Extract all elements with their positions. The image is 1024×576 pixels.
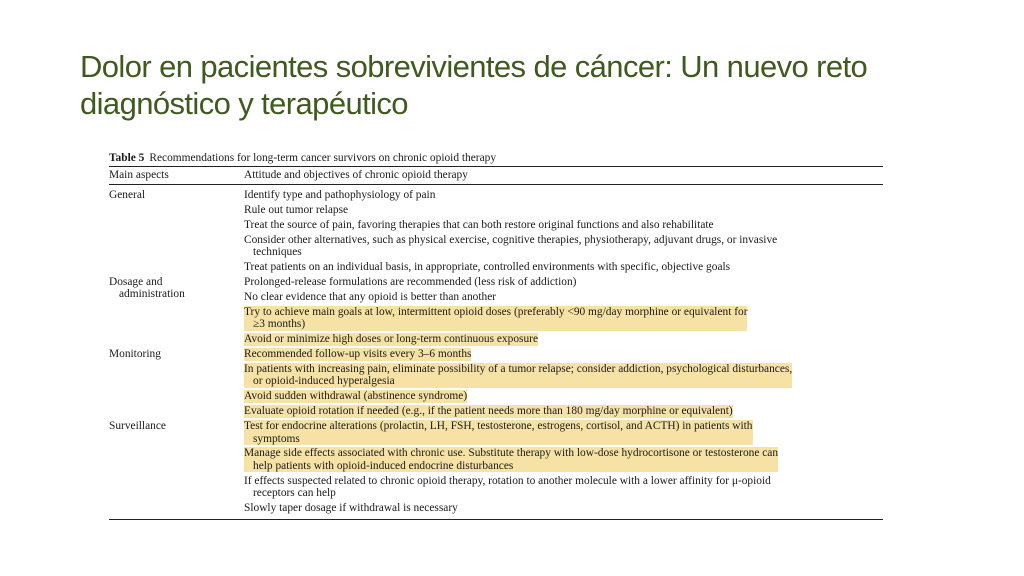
recommendation-item-highlighted <box>244 389 883 404</box>
table-group-row <box>109 275 883 347</box>
aspect-label <box>109 188 244 275</box>
recommendation-item-highlighted <box>244 332 883 347</box>
table-body <box>109 185 883 516</box>
recommendation-line: No clear evidence that any opioid is better than another <box>244 290 497 303</box>
aspect-label-line: Dosage and <box>109 275 163 288</box>
recommendation-line: Treat the source of pain, favoring therapies that can both restore original functions and also rehabilitate <box>244 218 714 231</box>
recommendation-list <box>244 275 883 347</box>
recommendation-list <box>244 188 883 275</box>
recommendation-text <box>244 363 792 388</box>
recommendation-item <box>244 501 883 516</box>
recommendation-text <box>244 189 435 201</box>
recommendation-line: Treat patients on an individual basis, in appropriate, controlled environments with specific, objective goals <box>244 261 731 274</box>
recommendation-text <box>244 405 733 418</box>
recommendation-item-highlighted <box>244 404 883 419</box>
recommendation-line: Manage side effects associated with chronic use. Substitute therapy with low-dose hydrocortisone or testosterone can <box>244 447 779 460</box>
recommendation-text <box>244 333 538 346</box>
recommendation-text <box>244 234 883 259</box>
recommendation-text <box>244 276 576 288</box>
recommendation-text <box>244 390 467 403</box>
table-group-row <box>109 188 883 275</box>
recommendation-text <box>244 420 753 445</box>
recommendation-item <box>244 290 883 305</box>
recommendation-line: Try to achieve main goals at low, intermittent opioid doses (preferably <90 mg/day morphine or equivalent for <box>244 305 748 318</box>
recommendation-list <box>244 419 883 516</box>
recommendation-line: Slowly taper dosage if withdrawal is necessary <box>244 502 458 515</box>
recommendation-text <box>244 447 778 472</box>
recommendation-item <box>244 188 883 203</box>
aspect-label <box>109 347 244 419</box>
recommendation-item-highlighted <box>244 305 883 332</box>
recommendation-line: Evaluate opioid rotation if needed (e.g., if the patient needs more than 180 mg/day morphine or equivalent) <box>244 405 733 418</box>
recommendation-line: In patients with increasing pain, eliminate possibility of a tumor relapse; consider addiction, psychological disturbances, <box>244 362 793 375</box>
aspect-label-line: Monitoring <box>109 347 161 360</box>
table-group-row <box>109 347 883 419</box>
recommendation-line-continued: help patients with opioid-induced endocrine disturbances <box>253 459 514 472</box>
table-label: Table 5 <box>109 152 145 164</box>
slide-title: Dolor en pacientes sobrevivientes de cáncer: Un nuevo reto diagnóstico y terapéutico <box>80 49 868 121</box>
aspect-label-line: administration <box>119 288 185 301</box>
recommendation-text <box>244 475 883 500</box>
recommendation-list <box>244 347 883 419</box>
recommendation-text <box>244 348 471 361</box>
recommendation-item-highlighted <box>244 446 883 473</box>
aspect-label <box>109 275 244 347</box>
recommendation-line: Rule out tumor relapse <box>244 204 349 217</box>
recommendation-line: Recommended follow-up visits every 3–6 months <box>244 348 472 361</box>
recommendation-item-highlighted <box>244 419 883 446</box>
recommendation-line: Identify type and pathophysiology of pain <box>244 189 436 202</box>
recommendation-item <box>244 233 883 260</box>
table-bottom-rule <box>109 519 883 520</box>
recommendation-text <box>244 291 496 303</box>
aspect-label <box>109 419 244 516</box>
recommendation-text <box>244 306 747 331</box>
recommendation-line-continued: or opioid-induced hyperalgesia <box>253 375 395 388</box>
recommendation-item <box>244 218 883 233</box>
recommendation-line-continued: techniques <box>253 246 302 259</box>
table-group-row <box>109 419 883 516</box>
recommendation-line-continued: symptoms <box>253 432 300 445</box>
table-caption <box>109 150 883 166</box>
column-header-attitude: Attitude and objectives of chronic opioid therapy <box>244 169 468 181</box>
recommendation-item <box>244 260 883 275</box>
aspect-label-line: General <box>109 189 146 201</box>
recommendation-line: If effects suspected related to chronic opioid therapy, rotation to another molecule with a lower affinity for μ-opioid <box>244 474 771 487</box>
recommendation-text <box>244 219 714 231</box>
recommendation-item <box>244 203 883 218</box>
recommendation-line: Prolonged-release formulations are recommended (less risk of addiction) <box>244 276 577 289</box>
recommendation-item-highlighted <box>244 362 883 389</box>
recommendation-line-continued: ≥3 months) <box>253 318 306 331</box>
recommendation-line: Test for endocrine alterations (prolactin, LH, FSH, testosterone, estrogens, cortisol, and ACTH) in patients with <box>244 420 753 433</box>
recommendation-item-highlighted <box>244 347 883 362</box>
recommendation-text <box>244 502 458 514</box>
recommendation-text <box>244 204 348 216</box>
recommendation-line: Consider other alternatives, such as physical exercise, cognitive therapies, physiotherapy, adjuvant drugs, or invasive <box>244 233 778 246</box>
recommendation-text <box>244 261 730 273</box>
recommendation-line: Avoid sudden withdrawal (abstinence syndrome) <box>244 390 468 403</box>
recommendation-line-continued: receptors can help <box>253 487 336 500</box>
table-header-row <box>109 167 883 184</box>
recommendations-table <box>109 150 883 520</box>
table-caption-text: Recommendations for long-term cancer survivors on chronic opioid therapy <box>149 152 497 164</box>
column-header-main-aspects: Main aspects <box>109 169 169 181</box>
aspect-label-line: Surveillance <box>109 419 166 432</box>
recommendation-item <box>244 474 883 501</box>
recommendation-item <box>244 275 883 290</box>
recommendation-line: Avoid or minimize high doses or long-term continuous exposure <box>244 333 538 346</box>
